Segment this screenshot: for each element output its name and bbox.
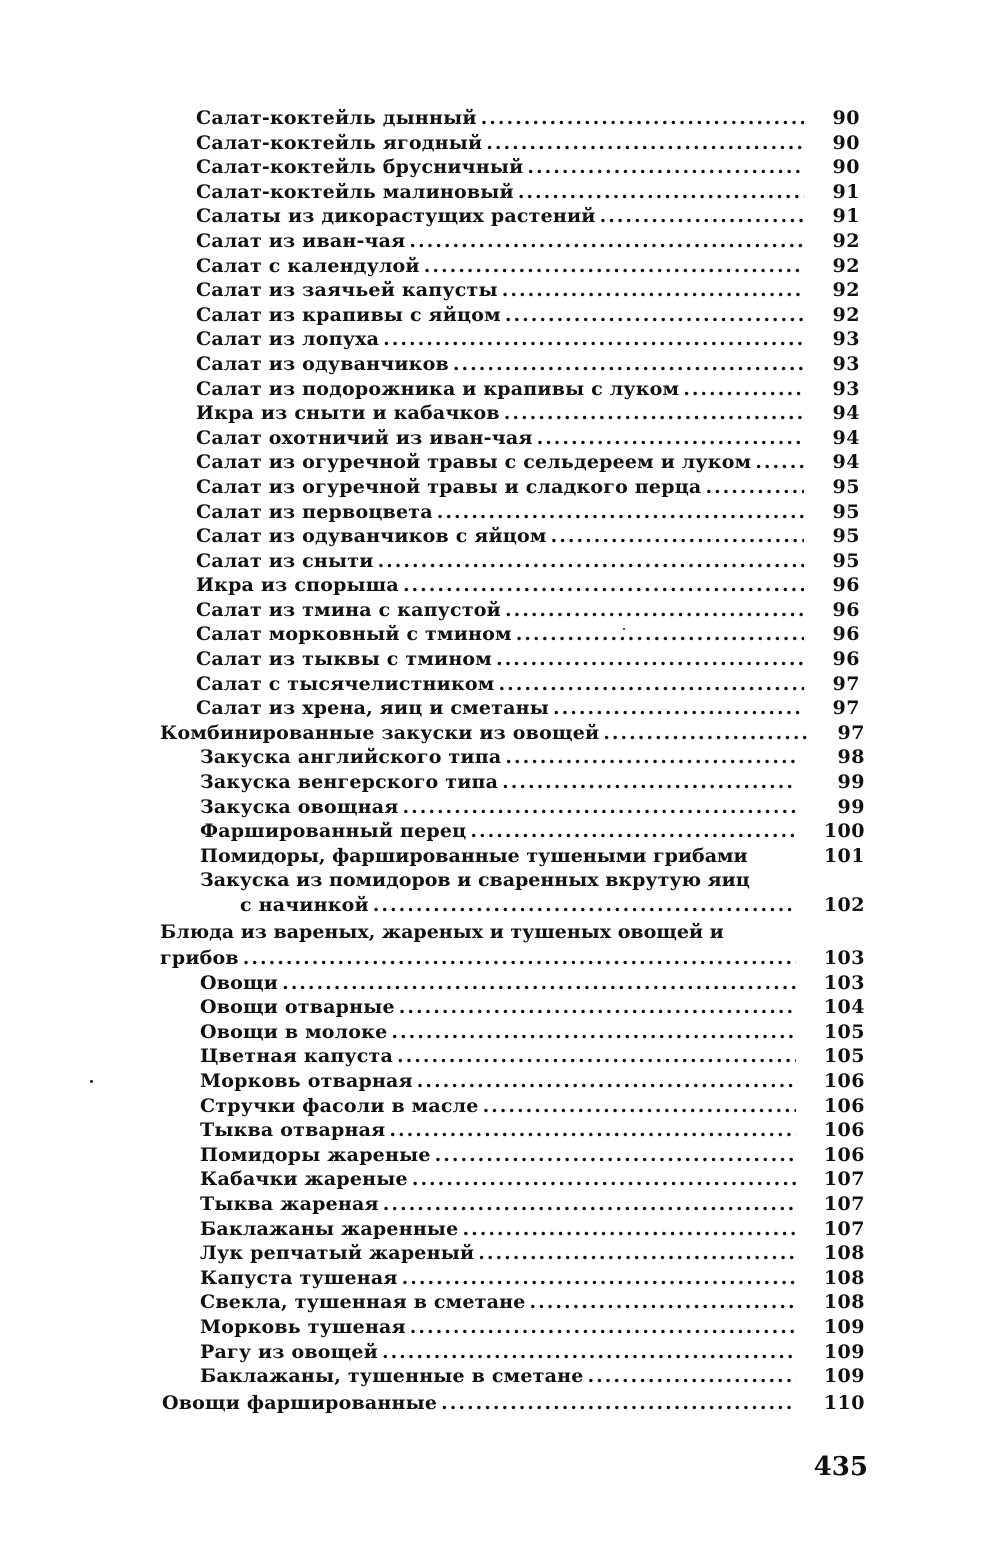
toc-entry-title: Салат из хрена, яиц и сметаны — [196, 697, 549, 720]
dot-leader — [483, 1094, 796, 1119]
toc-entry — [0, 475, 1000, 500]
toc-page-number: 108 — [823, 1266, 865, 1289]
toc-entry-title: Салат из огуречной травы с сельдереем и луком — [196, 451, 752, 474]
dot-leader — [530, 1290, 796, 1315]
toc-page-number: 106 — [823, 1094, 865, 1117]
dot-leader — [527, 155, 804, 180]
toc-page-number: 92 — [832, 303, 860, 326]
toc-entry-title: Морковь отварная — [200, 1070, 413, 1093]
toc-entry — [0, 155, 1000, 180]
dot-leader — [435, 1143, 796, 1168]
toc-section-title: Овощи фаршированные — [162, 1391, 438, 1414]
toc-page-number: 109 — [823, 1365, 865, 1388]
dot-leader — [537, 426, 804, 451]
print-speck — [623, 628, 625, 630]
dot-leader — [470, 819, 796, 844]
toc-section-combined — [0, 721, 1000, 746]
toc-entry — [0, 795, 1000, 820]
toc-entry-title: Салат из сныти — [196, 549, 374, 572]
toc-page-number: 99 — [837, 795, 865, 818]
toc-page-number: 95 — [832, 525, 860, 548]
toc-group-dishes — [0, 971, 1000, 1389]
toc-entry-title: Фаршированный перец — [200, 820, 467, 843]
toc-page-number: 96 — [832, 623, 860, 646]
toc-entry-title: Салат из крапивы с яйцом — [196, 303, 501, 326]
toc-entry-title: Салат из иван-чая — [196, 229, 406, 252]
toc-entry — [0, 1364, 1000, 1389]
toc-page-number: 98 — [837, 746, 865, 769]
toc-entry-title: Овощи — [200, 971, 279, 994]
dot-leader — [402, 1266, 796, 1291]
toc-entry-title: Тыква отварная — [200, 1119, 386, 1142]
toc-entry-title: Салаты из дикорастущих растений — [196, 205, 596, 228]
toc-entry — [0, 278, 1000, 303]
dot-leader — [409, 229, 804, 254]
toc-entry-title: Баклажаны жаренные — [200, 1217, 459, 1240]
toc-page-number: 93 — [832, 352, 860, 375]
dot-leader — [243, 946, 796, 971]
toc-page-number: 97 — [832, 697, 860, 720]
dot-leader — [516, 622, 804, 647]
dot-leader — [441, 1389, 796, 1418]
toc-entry-title: Салат из огуречной травы и сладкого перца — [196, 475, 702, 498]
dot-leader — [389, 1118, 796, 1143]
toc-page-number: 103 — [823, 947, 865, 970]
toc-entry — [0, 819, 1000, 844]
toc-page-number: 95 — [832, 475, 860, 498]
toc-entry — [0, 573, 1000, 598]
dot-leader — [383, 327, 804, 352]
toc-page-number: 91 — [832, 205, 860, 228]
toc-page-number: 107 — [823, 1193, 865, 1216]
toc-entry-title: Закуска из помидоров и сваренных вкрутую яиц — [200, 869, 750, 892]
toc-entry-title: Закуска английского типа — [200, 746, 502, 769]
toc-entry-title: Салат из одуванчиков — [196, 352, 449, 375]
toc-entry — [0, 401, 1000, 426]
toc-page-number: 99 — [837, 771, 865, 794]
toc-entry — [0, 254, 1000, 279]
toc-entry — [0, 844, 1000, 869]
toc-page-number: 97 — [837, 721, 865, 744]
toc-page-number: 102 — [823, 894, 865, 916]
toc-page-number: 94 — [832, 402, 860, 425]
toc-entry — [0, 450, 1000, 475]
toc-entry-title: Салат из заячьей капусты — [196, 279, 498, 302]
toc-section-dishes-line2 — [0, 946, 1000, 971]
toc-entry — [0, 377, 1000, 402]
toc-entry — [0, 180, 1000, 205]
toc-entry-title: Баклажаны, тушенные в сметане — [200, 1365, 584, 1388]
toc-page-number: 95 — [832, 500, 860, 523]
toc-entry — [0, 696, 1000, 721]
toc-entry — [0, 1192, 1000, 1217]
toc-entry-title: Рагу из овощей — [200, 1340, 378, 1363]
table-of-contents — [0, 106, 1000, 1417]
toc-entry — [0, 745, 1000, 770]
dot-leader — [402, 795, 796, 820]
dot-leader — [424, 254, 804, 279]
toc-entry-title: Салат с календулой — [196, 254, 420, 277]
dot-leader — [502, 278, 804, 303]
toc-group-combined — [0, 745, 1000, 843]
toc-page-number: 108 — [823, 1242, 865, 1265]
toc-page-number: 110 — [823, 1391, 865, 1414]
toc-entry — [0, 106, 1000, 131]
toc-page-number: 106 — [823, 1070, 865, 1093]
toc-entry-title: Салат-коктейль брусничный — [196, 156, 524, 179]
toc-entry — [0, 549, 1000, 574]
toc-entry — [0, 1118, 1000, 1143]
toc-entry — [0, 352, 1000, 377]
toc-entry-title: Закуска овощная — [200, 795, 399, 818]
dot-leader — [478, 1241, 796, 1266]
toc-entry-title: Салат-коктейль ягодный — [196, 131, 483, 154]
toc-entry — [0, 622, 1000, 647]
toc-section-title: Блюда из вареных, жареных и тушеных овощей и — [160, 920, 724, 943]
toc-page-number: 97 — [832, 672, 860, 695]
toc-entry-title: Помидоры, фаршированные тушеными грибами — [200, 844, 748, 867]
dot-leader — [410, 1315, 796, 1340]
toc-entry — [0, 598, 1000, 623]
toc-entry — [0, 524, 1000, 549]
dot-leader — [755, 450, 804, 475]
toc-entry-title: Салат-коктейль дынный — [196, 107, 477, 129]
toc-entry — [0, 1217, 1000, 1242]
dot-leader — [603, 721, 808, 746]
dot-leader — [403, 573, 804, 598]
dot-leader — [505, 598, 804, 623]
toc-page-number: 101 — [823, 844, 865, 867]
dot-leader — [437, 500, 804, 525]
toc-entry-title: Стручки фасоли в масле — [200, 1094, 479, 1117]
toc-entry — [0, 1143, 1000, 1168]
toc-page-number: 96 — [832, 574, 860, 597]
toc-entry — [0, 204, 1000, 229]
toc-page-number: 109 — [823, 1340, 865, 1363]
toc-page-number: 100 — [823, 820, 865, 843]
dot-leader — [518, 180, 804, 205]
dot-leader — [399, 995, 796, 1020]
dot-leader — [462, 1217, 796, 1242]
toc-entry — [0, 303, 1000, 328]
toc-entry-title: Салат из лопуха — [196, 328, 380, 351]
toc-page-number: 108 — [823, 1291, 865, 1314]
dot-leader — [417, 1069, 796, 1094]
dot-leader — [553, 696, 804, 721]
toc-section-title-cont: грибов — [160, 947, 239, 970]
dot-leader — [505, 745, 796, 770]
print-speck — [90, 1080, 93, 1083]
dot-leader — [502, 770, 796, 795]
toc-entry-title: Икра из сныти и кабачков — [196, 402, 500, 425]
dot-leader — [498, 672, 804, 697]
toc-entry-title: Закуска венгерского типа — [200, 771, 499, 794]
toc-entry — [0, 1069, 1000, 1094]
toc-section-dishes-line1 — [0, 918, 1000, 947]
toc-entry — [0, 327, 1000, 352]
toc-page-number: 90 — [832, 156, 860, 179]
toc-entry-title: Кабачки жареные — [200, 1168, 408, 1191]
toc-page-number: 94 — [832, 426, 860, 449]
toc-entry — [0, 971, 1000, 996]
toc-entry — [0, 672, 1000, 697]
toc-entry-title: Овощи в молоке — [200, 1020, 388, 1043]
toc-page-number: 92 — [832, 229, 860, 252]
toc-entry — [0, 1340, 1000, 1365]
dot-leader — [412, 1167, 796, 1192]
toc-entry — [0, 1167, 1000, 1192]
dot-leader — [453, 352, 804, 377]
toc-entry — [0, 1044, 1000, 1069]
dot-leader — [683, 377, 804, 402]
toc-entry-title-cont: с начинкой — [240, 894, 369, 916]
toc-entry-title: Цветная капуста — [200, 1045, 394, 1068]
toc-entry-line2 — [0, 893, 1000, 918]
toc-entry-title: Салат из подорожника и крапивы с луком — [196, 377, 680, 400]
toc-entry — [0, 1094, 1000, 1119]
toc-entry-title: Салат из тыквы с тмином — [196, 648, 493, 671]
toc-entry-title: Салат морковный с тмином — [196, 623, 512, 646]
toc-entry — [0, 1290, 1000, 1315]
toc-page-number: 105 — [823, 1020, 865, 1043]
toc-entry-title: Лук репчатый жареный — [200, 1242, 475, 1265]
toc-entry — [0, 995, 1000, 1020]
toc-entry — [0, 770, 1000, 795]
toc-page-number: 103 — [823, 971, 865, 994]
toc-page-number: 94 — [832, 451, 860, 474]
toc-page-number: 109 — [823, 1316, 865, 1338]
page-number: 435 — [813, 1452, 868, 1482]
toc-entry-title: Салат из одуванчиков с яйцом — [196, 525, 547, 548]
toc-page-number: 105 — [823, 1045, 865, 1068]
dot-leader — [382, 1340, 796, 1365]
toc-entry-title: Салат с тысячелистником — [196, 672, 495, 695]
toc-entry-title: Салат-коктейль малиновый — [196, 180, 514, 203]
toc-section-stuffed — [0, 1389, 1000, 1418]
dot-leader — [486, 131, 804, 156]
dot-leader — [373, 893, 796, 918]
toc-entry-title: Морковь тушеная — [200, 1316, 406, 1338]
dot-leader — [705, 475, 804, 500]
dot-leader — [505, 303, 804, 328]
toc-page-number: 96 — [832, 648, 860, 671]
dot-leader — [551, 524, 804, 549]
toc-page-number: 91 — [832, 180, 860, 203]
toc-entry — [0, 500, 1000, 525]
toc-page-number: 104 — [823, 996, 865, 1019]
toc-page-number: 95 — [832, 549, 860, 572]
toc-entry-title: Капуста тушеная — [200, 1266, 398, 1289]
toc-entry-title: Свекла, тушенная в сметане — [200, 1291, 526, 1314]
toc-page-number: 92 — [832, 279, 860, 302]
toc-group-salads — [0, 106, 1000, 721]
toc-page-number: 90 — [832, 131, 860, 154]
dot-leader — [588, 1364, 796, 1389]
toc-entry-title: Овощи отварные — [200, 996, 395, 1019]
dot-leader — [378, 549, 804, 574]
toc-page-number: 107 — [823, 1168, 865, 1191]
toc-entry-title: Тыква жареная — [200, 1193, 379, 1216]
toc-entry-title: Салат из тмина с капустой — [196, 598, 501, 621]
toc-entry — [0, 1266, 1000, 1291]
toc-page-number: 106 — [823, 1143, 865, 1166]
toc-entry-title: Икра из спорыша — [196, 574, 399, 597]
dot-leader — [496, 647, 804, 672]
toc-entry-title: Салат из первоцвета — [196, 500, 433, 523]
toc-entry — [0, 131, 1000, 156]
toc-entry — [0, 229, 1000, 254]
toc-page-number: 96 — [832, 598, 860, 621]
dot-leader — [383, 1192, 796, 1217]
toc-entry — [0, 647, 1000, 672]
dot-leader — [600, 204, 804, 229]
dot-leader — [504, 401, 804, 426]
toc-section-title: Комбинированные закуски из овощей — [160, 721, 600, 744]
toc-page-number: 92 — [832, 254, 860, 277]
dot-leader — [391, 1020, 796, 1045]
dot-leader — [282, 971, 796, 996]
toc-entry — [0, 1241, 1000, 1266]
toc-page-number: 106 — [823, 1119, 865, 1142]
toc-entry-title: Салат охотничий из иван-чая — [196, 426, 533, 449]
toc-page-number: 90 — [832, 107, 860, 129]
dot-leader — [397, 1044, 796, 1069]
toc-page-number: 93 — [832, 377, 860, 400]
toc-page-number: 107 — [823, 1217, 865, 1240]
toc-entry — [0, 426, 1000, 451]
toc-entry-title: Помидоры жареные — [200, 1143, 431, 1166]
toc-entry — [0, 1020, 1000, 1045]
toc-entry-line1 — [0, 868, 1000, 893]
dot-leader — [481, 106, 804, 131]
toc-entry — [0, 1315, 1000, 1340]
toc-page-number: 93 — [832, 328, 860, 351]
